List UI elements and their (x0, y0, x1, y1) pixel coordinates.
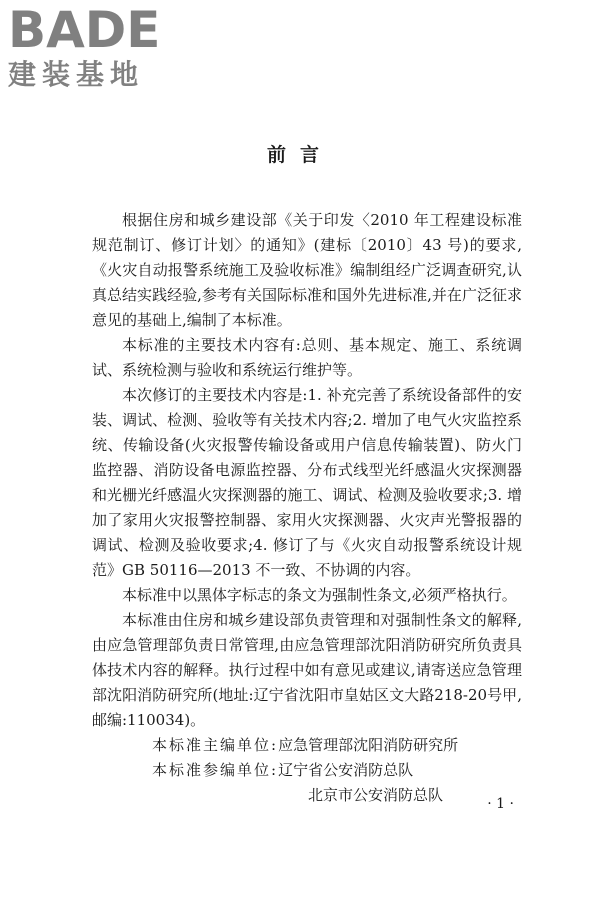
logo-subtitle-text: 建装基地 (8, 58, 145, 91)
chief-unit-value: 应急管理部沈阳消防研究所 (278, 736, 459, 754)
paragraph: 根据住房和城乡建设部《关于印发〈2010 年工程建设标准规范制订、修订计划〉的通知》(建标〔2010〕43 号)的要求,《火灾自动报警系统施工及验收标准》编制组经广泛调查研究,认真总结实践经验,参考有关国际标准和国外先进标准,并在广泛征求意见的基础上,编制了本标准。 (92, 211, 522, 329)
paragraph: 本次修订的主要技术内容是:1. 补充完善了系统设备部件的安装、调试、检测、验收等有关技术内容;2. 增加了电气火灾监控系统、传输设备(火灾报警传输设备或用户信息传输装置)、防火门监控器、消防设备电源监控器、分布式线型光纤感温火灾探测器和光栅光纤感温火灾探测器的施工、调试、检测及验收要求;3. 增加了家用火灾报警控制器、家用火灾探测器、火灾声光警报器的调试、检测及验收要求;4. 修订了与《火灾自动报警系统设计规范》GB 50116—2013 不一致、不协调的内容。 (92, 386, 522, 579)
co-unit-label: 本标准参编单位: (152, 761, 279, 779)
chief-unit-row (92, 733, 522, 758)
brand-logo (8, 1, 183, 96)
paragraph: 本标准的主要技术内容有:总则、基本规定、施工、系统调试、系统检测与验收和系统运行维护等。 (92, 336, 522, 379)
co-unit-row (92, 758, 522, 783)
co-unit-value: 辽宁省公安消防总队 (278, 761, 414, 779)
page-number: · 1 · (487, 796, 514, 812)
co-unit-value: 北京市公安消防总队 (308, 786, 444, 804)
page-title: 前言 (266, 144, 333, 166)
logo-brand-text: BADE (8, 1, 161, 59)
paragraph: 本标准中以黑体字标志的条文为强制性条文,必须严格执行。 (122, 586, 517, 604)
chief-unit-label: 本标准主编单位: (152, 736, 279, 754)
paragraph: 本标准由住房和城乡建设部负责管理和对强制性条文的解释,由应急管理部负责日常管理,由应急管理部沈阳消防研究所负责具体技术内容的解释。执行过程中如有意见或建议,请寄送应急管理部沈阳消防研究所(地址:辽宁省沈阳市皇姑区文大路218-20号甲,邮编:110034)。 (92, 611, 522, 729)
document-body (92, 208, 522, 808)
